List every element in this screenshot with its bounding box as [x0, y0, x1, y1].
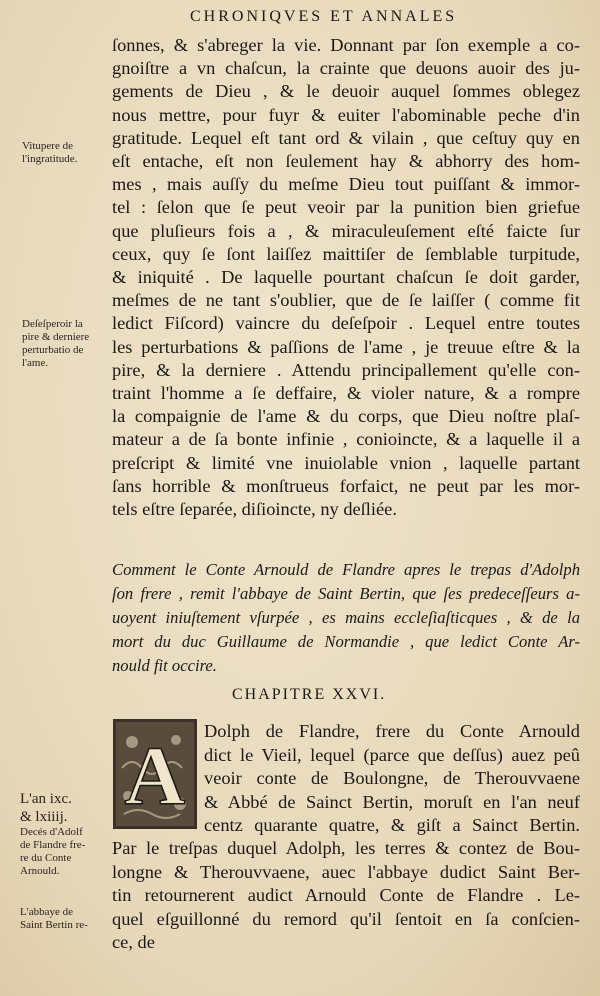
text-line: tin retournerent audict Arnould Conte de Flandre . Le-	[112, 885, 580, 905]
rubric-line: mort du duc Guillaume de Normandie , que ledict Conte Ar-	[112, 632, 580, 651]
text-line: ce, de	[112, 932, 155, 952]
text-line: eſt entache, eſt non ſeulement hay & abhorry des hom-	[112, 151, 580, 172]
chapter-heading: CHAPITRE XXVI.	[232, 686, 387, 703]
margin-note-line: L'an ixc.	[20, 791, 72, 807]
text-line: gements de Dieu , & le deuoir auquel ſommes oblegez	[112, 81, 580, 102]
text-line: ſonnes, & s'abreger la vie. Donnant par ſon exemple a co-	[112, 35, 580, 55]
drop-cap-letter: A	[124, 730, 186, 823]
margin-note-line: & lxiiij.	[20, 809, 68, 825]
rubric-line: uoyent iniuſtement vſurpée , es mains eccleſiaſticques , & de la	[112, 608, 580, 627]
text-line: gnoiſtre a vn chaſcun, la crainte que deuons auoir des ju-	[112, 58, 580, 79]
margin-note-line: de Flandre fre-	[20, 839, 86, 851]
margin-note-year	[20, 790, 106, 826]
margin-note-deces-adolf	[20, 826, 106, 878]
text-line: Dolph de Flandre, frere du Conte Arnould	[204, 721, 580, 741]
text-line: quel eſguillonné du remord qu'il ſentoit en ſa conſcien-	[112, 908, 580, 929]
chapter-text-full	[112, 837, 580, 955]
text-line: veoir conte de Boulongne, de Therouvvaene	[204, 768, 580, 788]
margin-note-line: Arnould.	[20, 865, 60, 877]
margin-note-desespoir	[22, 318, 108, 370]
text-line: pire, & la derniere . Attendu principallement qu'elle con-	[112, 359, 580, 380]
margin-note-line: pire & derniere	[22, 331, 90, 343]
text-line: Par le treſpas duquel Adolph, les terres & contez de Bou-	[112, 838, 580, 858]
margin-note-ingratitude	[22, 140, 108, 166]
rubric-line: ſon frere , remit l'abbaye de Saint Bertin, que ſes predeceſſeurs a-	[112, 584, 580, 603]
text-line: mateur a de ſa bonte infinie , conioincte, & a laquelle il a	[112, 429, 580, 450]
margin-note-line: l'ingratitude.	[22, 153, 78, 165]
text-line: ceux, quy ſe ſont laiſſez maittiſer de ſemblable turpitude,	[112, 243, 580, 264]
drop-cap-svg	[112, 718, 198, 830]
text-line: la compaignie de l'ame & du corps, que Dieu noſtre plaſ-	[112, 406, 580, 427]
text-line: tels eſtre ſeparée, diſioincte, ny deſliée.	[112, 499, 397, 520]
margin-note-line: L'abbaye de	[20, 906, 73, 918]
text-line: que pluſieurs fois a , & miraculeuſement eſté faicte ſur	[112, 220, 580, 241]
text-line: ſans horrible & monſtrueus forfaict, ne peut par les mor-	[112, 475, 580, 496]
drop-cap-ornament	[112, 718, 198, 830]
text-line: dict le Vieil, lequel (parce que deſſus) auez peû	[204, 744, 580, 765]
running-header: CHRONIQVES ET ANNALES	[190, 8, 458, 25]
margin-note-abbaye	[20, 906, 106, 932]
text-line: les perturbations & paſſions de l'ame , je treuue eſtre & la	[112, 336, 580, 357]
chapter-text-beside-cap	[204, 720, 580, 838]
chapter-rubric	[112, 558, 580, 678]
text-line: meſmes de ne tant s'oublier, que de ſe laiſſer ( comme fit	[112, 290, 580, 311]
text-line: tel : ſelon que ſe peut veoir par la punition bien griefue	[112, 197, 580, 218]
margin-note-line: Deſeſperoir la	[22, 318, 83, 330]
rubric-line: Comment le Conte Arnould de Flandre apres le trepas d'Adolph	[112, 560, 580, 579]
margin-note-line: Vitupere de	[22, 140, 73, 152]
text-line: longne & Therouvvaene, auec l'abbaye dudict Saint Ber-	[112, 861, 580, 882]
margin-note-line: re du Conte	[20, 852, 72, 864]
text-line: ledict Fiſcord) vaincre du deſeſpoir . Lequel entre toutes	[112, 313, 580, 334]
margin-note-line: l'ame.	[22, 357, 49, 369]
text-line: nous mettre, pour fuyr & euiter l'abominable peche d'in	[112, 104, 580, 125]
margin-note-line: Decés d'Adolf	[20, 826, 83, 838]
text-line: gratitude. Lequel eſt tant ord & vilain , que ceſtuy quy en	[112, 127, 580, 148]
rubric-line: nould fit occire.	[112, 656, 217, 675]
text-line: mes , mais auſſy du meſme Dieu tout puiſſant & immor-	[112, 174, 580, 195]
text-line: centz quarante quatre, & giſt a Sainct Bertin.	[204, 815, 580, 835]
text-line: traint l'homme a ſe deffaire, & violer nature, & a rompre	[112, 383, 580, 404]
margin-note-line: perturbatio de	[22, 344, 84, 356]
text-line: preſcript & limité vne inuiolable vnion , laquelle partant	[112, 452, 580, 473]
text-line: & Abbé de Sainct Bertin, moruſt en l'an neuf	[204, 791, 580, 812]
text-line: & iniquité . De laquelle pourtant chaſcun ſe doit garder,	[112, 267, 580, 288]
margin-note-line: Saint Bertin re-	[20, 919, 88, 931]
main-paragraph	[112, 34, 580, 521]
